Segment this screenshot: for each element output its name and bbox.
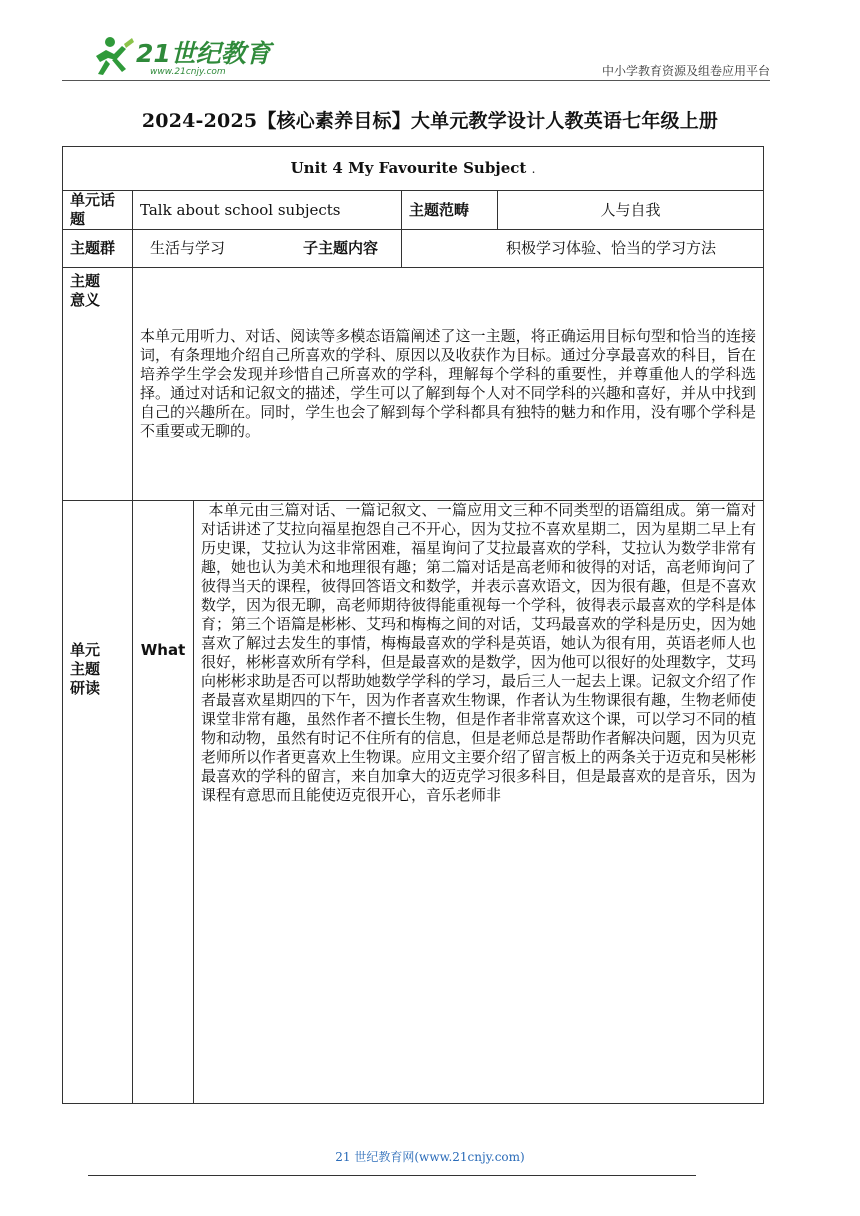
theme-group-row (63, 230, 764, 268)
unit-title-suffix: . (531, 161, 536, 176)
page-header (62, 22, 770, 80)
topic-row (63, 191, 764, 230)
document-title: 2024-2025【核心素养目标】大单元教学设计人教英语七年级上册 (141, 110, 719, 132)
theme-group-label: 主题群 (63, 230, 133, 268)
unit-topic-label: 单元话题 (63, 191, 133, 230)
logo-url: www.21cnjy.com (150, 67, 226, 77)
platform-name: 中小学教育资源及组卷应用平台 (601, 64, 770, 78)
unit-row (63, 147, 764, 191)
theme-group-value (133, 230, 402, 268)
what-label: What (133, 501, 194, 1104)
meaning-row (63, 268, 764, 501)
logo-runner-icon (88, 34, 318, 80)
theme-meaning-text: 本单元用听力、对话、阅读等多模态语篇阐述了这一主题，将正确运用目标句型和恰当的连接词，有条理地介绍自己所喜欢的学科、原因以及收获作为目标。通过分享最喜欢的科目，旨在培养学生学会发现并珍惜自己所喜欢的学科，理解每个学科的重要性，并尊重他人的学科选择。通过对话和记叙文的描述，学生可以了解到每个人对不同学科的兴趣和喜好，并从中找到自己的兴趣所在。同时，学生也会了解到每个学科都具有独特的魅力和作用，没有哪个学科是不重要或无聊的。 (133, 268, 764, 501)
header-divider (62, 80, 770, 81)
logo-text: 21世纪教育 (136, 39, 271, 68)
unit-study-text: 本单元由三篇对话、一篇记叙文、一篇应用文三种不同类型的语篇组成。第一篇对对话讲述了艾拉向福星抱怨自己不开心，因为艾拉不喜欢星期二，因为星期二早上有历史课，艾拉认为这非常困难，福星询问了艾拉最喜欢的学科，艾拉认为数学非常有趣，她也认为美术和地理很有趣；第二篇对话是高老师和彼得的对话，高老师询问了彼得当天的课程，彼得回答语文和数学，并表示喜欢语文，因为很有趣，但是不喜欢数学，因为很无聊，高老师期待彼得能重视每一个学科，彼得表示最喜欢的学科是体育；第三个语篇是彬彬、艾玛和梅梅之间的对话，艾玛最喜欢的学科是历史，因为她喜欢了解过去发生的事情，梅梅最喜欢的学科是英语，她认为很有用，英语老师人也很好，彬彬喜欢所有学科，但是最喜欢的是数学，因为他可以很好的处理数字，艾玛向彬彬求助是否可以帮助她数学学科的学习，最后三人一起去上课。记叙文介绍了作者最喜欢星期四的下午，因为作者喜欢生物课，作者认为生物课很有趣，生物老师使课堂非常有趣，虽然作者不擅长生物，但是作者非常喜欢这个课，可以学习不同的植物和动物，虽然有时记不住所有的信息，但是老师总是帮助作者解决问题，因为贝克老师所以作者更喜欢上生物课。应用文主要介绍了留言板上的两条关于迈克和吴彬彬最喜欢的学科的留言，来自加拿大的迈克学习很多科目，但是最喜欢的是音乐，因为课程有意思而且能使迈克很开心，音乐老师非 (194, 501, 764, 1104)
footer-website: 21 世纪教育网(www.21cnjy.com) (335, 1150, 525, 1164)
unit-topic-value: Talk about school subjects (133, 191, 402, 230)
study-row (63, 501, 764, 1104)
unit-design-table (62, 146, 764, 1104)
unit-study-label-line1: 单元 (70, 641, 101, 659)
logo (88, 34, 318, 80)
unit-study-label-line3: 研读 (70, 679, 101, 697)
theme-meaning-label-line2: 意义 (70, 291, 101, 309)
unit-study-label (63, 501, 133, 1104)
theme-category-value: 人与自我 (498, 191, 764, 230)
footer-divider (88, 1175, 696, 1176)
theme-group-text: 生活与学习 (150, 239, 226, 257)
unit-title: Unit 4 My Favourite Subject (290, 158, 527, 177)
theme-meaning-label-line1: 主题 (70, 272, 101, 290)
theme-category-label: 主题范畴 (402, 191, 498, 230)
unit-study-label-line2: 主题 (70, 660, 101, 678)
unit-title-cell (63, 147, 764, 191)
theme-meaning-label (63, 268, 133, 501)
subtheme-label: 子主题内容 (302, 239, 378, 257)
subtheme-value: 积极学习体验、恰当的学习方法 (402, 230, 764, 268)
